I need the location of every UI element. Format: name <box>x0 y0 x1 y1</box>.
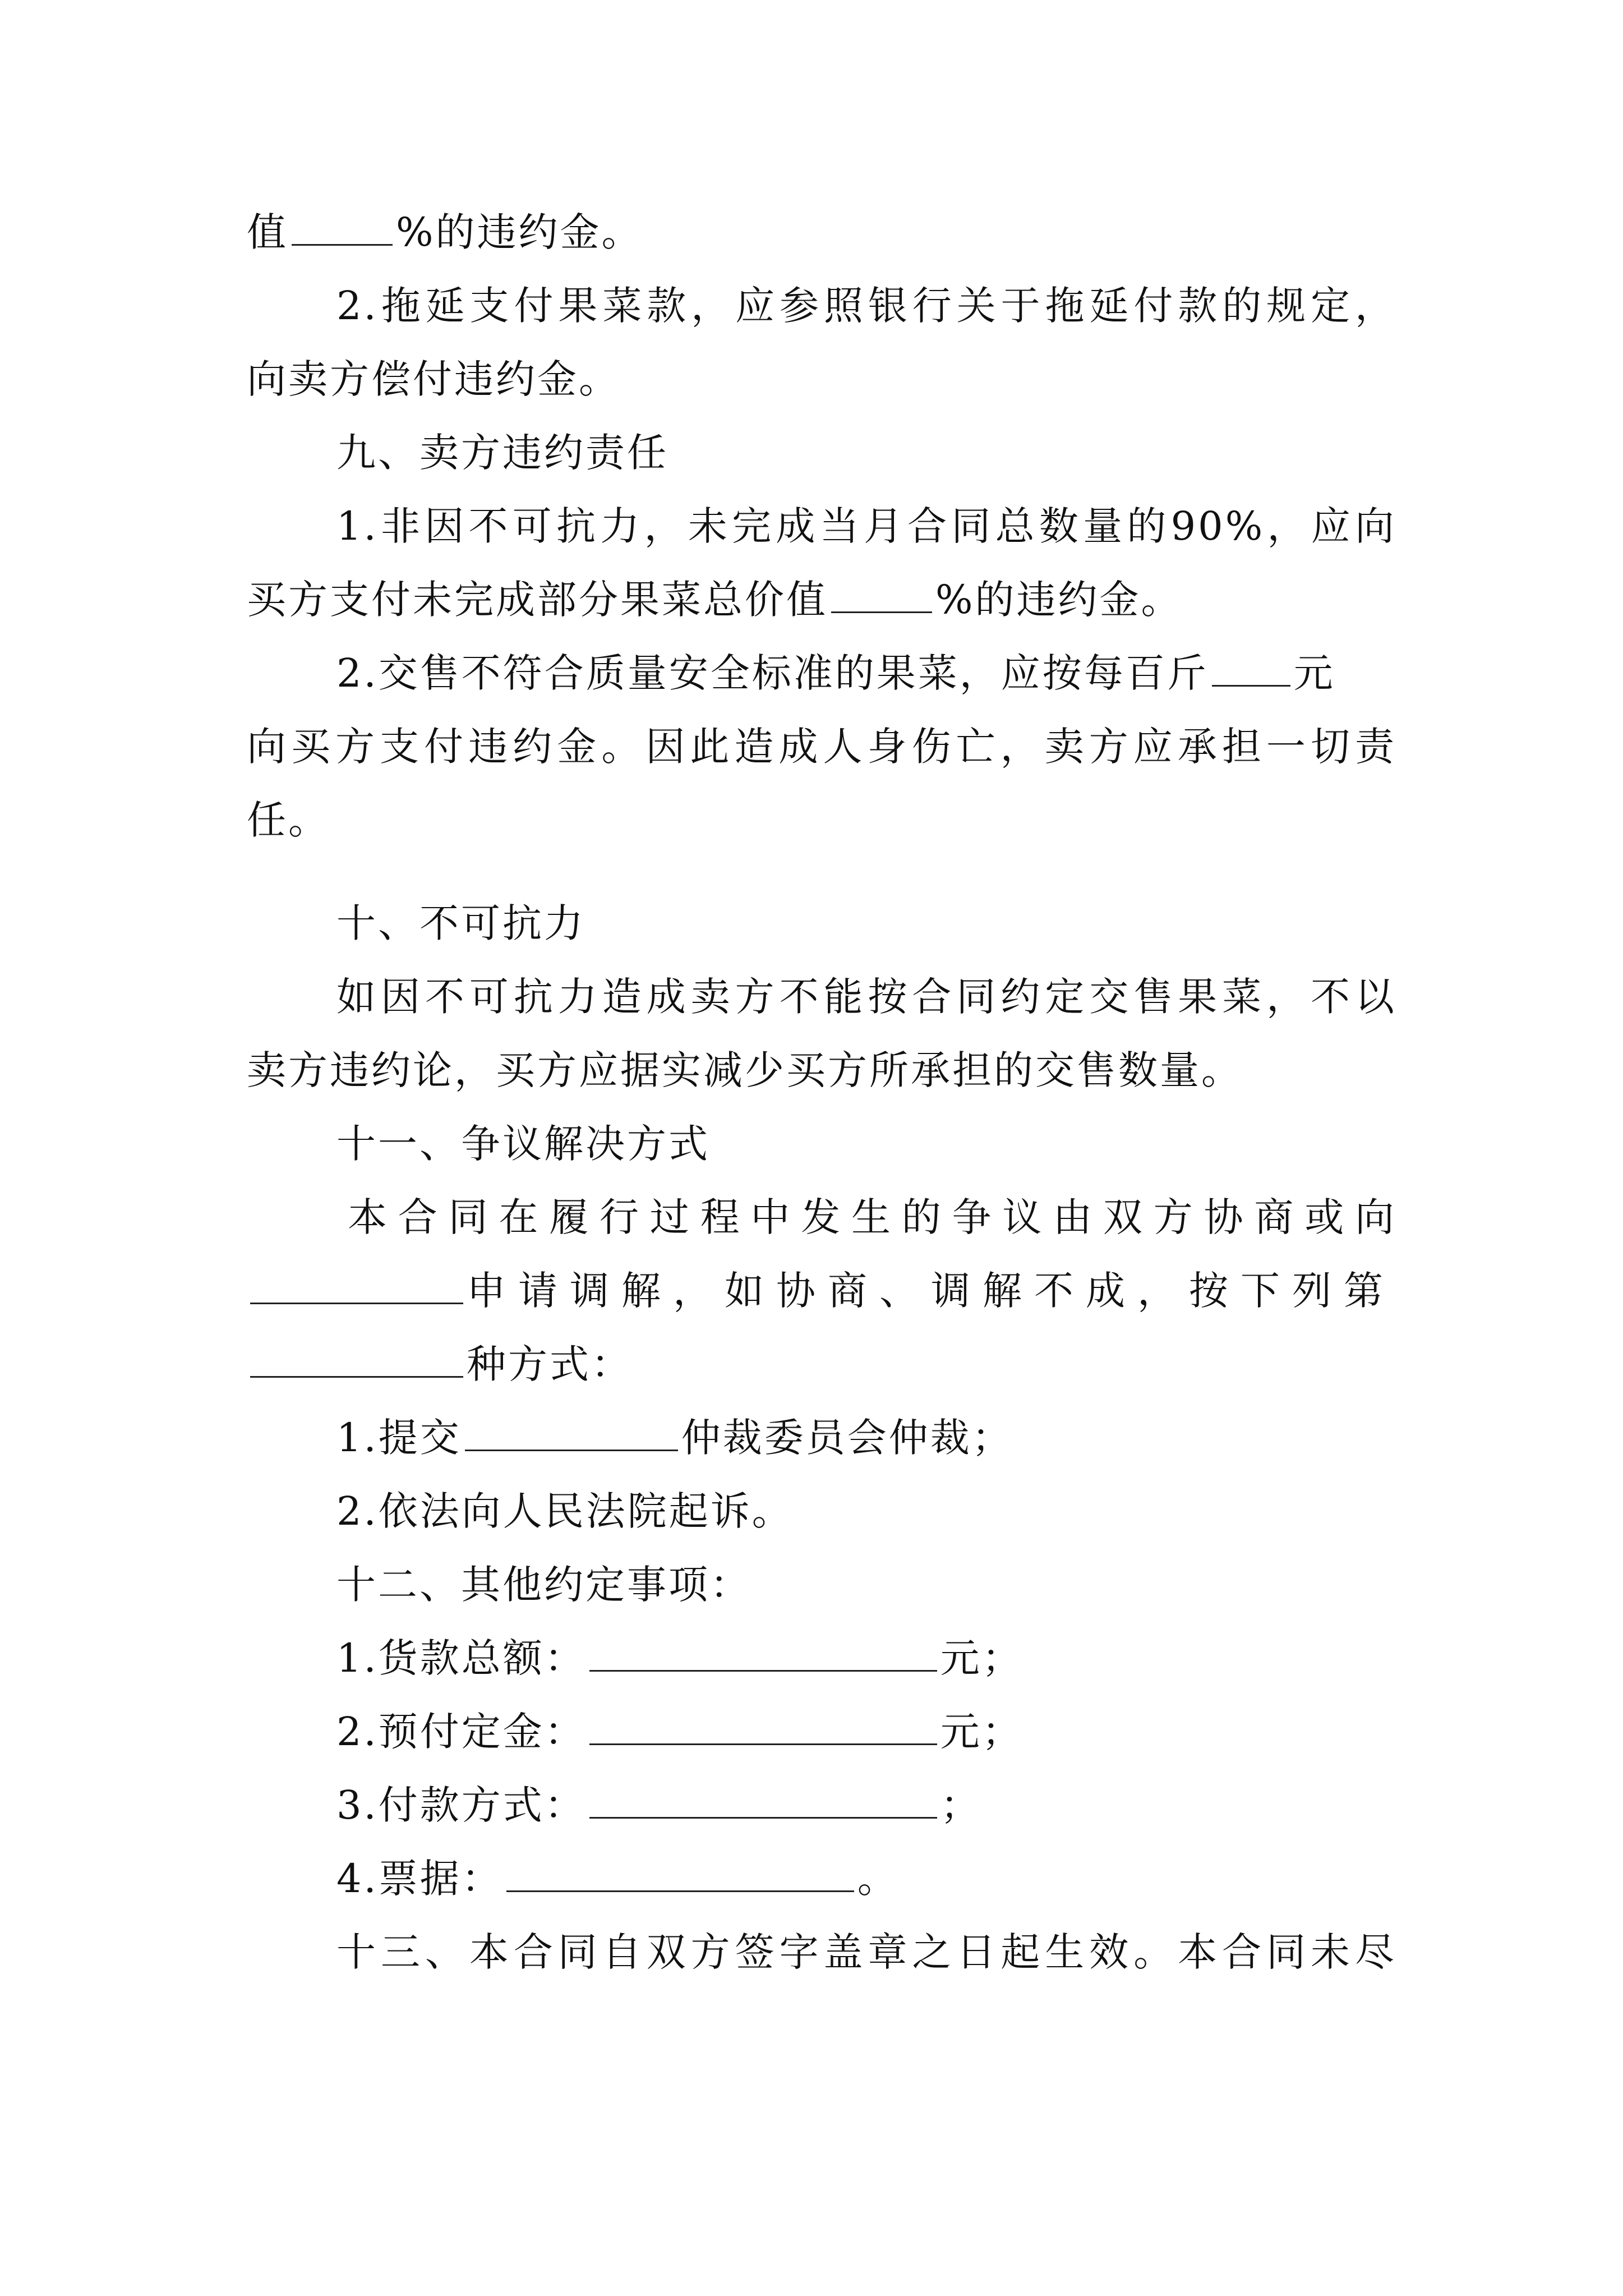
text-line: 4.票据： 。 <box>336 1851 1396 1907</box>
text-line: 向卖方偿付违约金。 <box>247 356 620 402</box>
fill-blank <box>250 1263 463 1304</box>
fill-blank <box>465 1410 678 1451</box>
fill-blank <box>292 205 393 246</box>
text-line: 2.交售不符合质量安全标准的果菜，应按每百斤 元 <box>336 645 1396 701</box>
text-line: 值 %的违约金。 <box>247 204 1396 260</box>
text-line: 1.非因不可抗力，未完成当月合同总数量的90%，应向 <box>336 503 1396 549</box>
text-line: 1.提交 仲裁委员会仲裁； <box>336 1410 1396 1466</box>
text-line: 2.拖延支付果菜款，应参照银行关于拖延付款的规定， <box>336 283 1396 329</box>
text-line: 3.付款方式： ； <box>336 1777 1396 1833</box>
text-line: 向买方支付违约金。因此造成人身伤亡，卖方应承担一切责 <box>247 724 1396 770</box>
text-line: 2.预付定金： 元； <box>336 1704 1396 1760</box>
fill-blank <box>589 1704 937 1745</box>
section-heading: 九、卖方违约责任 <box>336 430 668 476</box>
fill-blank <box>831 572 932 613</box>
text-line: 卖方违约论，买方应据实减少买方所承担的交售数量。 <box>247 1047 1243 1093</box>
text-line: 如因不可抗力造成卖方不能按合同约定交售果菜，不以 <box>336 974 1396 1020</box>
text-line: 1.货款总额： 元； <box>336 1630 1396 1686</box>
fill-blank <box>506 1851 854 1892</box>
section-heading: 十一、争议解决方式 <box>336 1121 710 1167</box>
fill-blank <box>250 1337 463 1378</box>
text-line: 2.依法向人民法院起诉。 <box>336 1488 794 1534</box>
section-heading: 十二、其他约定事项： <box>336 1562 751 1608</box>
text-line: 任。 <box>247 797 330 843</box>
text-line: 本合同在履行过程中发生的争议由双方协商或向 <box>348 1194 1396 1240</box>
text-line: 申请调解，如协商、调解不成，按下列第 <box>247 1263 1396 1319</box>
section-heading: 十、不可抗力 <box>336 900 585 946</box>
fill-blank <box>589 1631 937 1672</box>
text-line: 种方式： <box>247 1336 1396 1392</box>
fill-blank <box>1212 646 1290 687</box>
fill-blank <box>589 1778 937 1819</box>
text-line: 买方支付未完成部分果菜总价值 %的违约金。 <box>247 572 1396 628</box>
text-line: 十三、本合同自双方签字盖章之日起生效。本合同未尽 <box>336 1929 1396 1975</box>
